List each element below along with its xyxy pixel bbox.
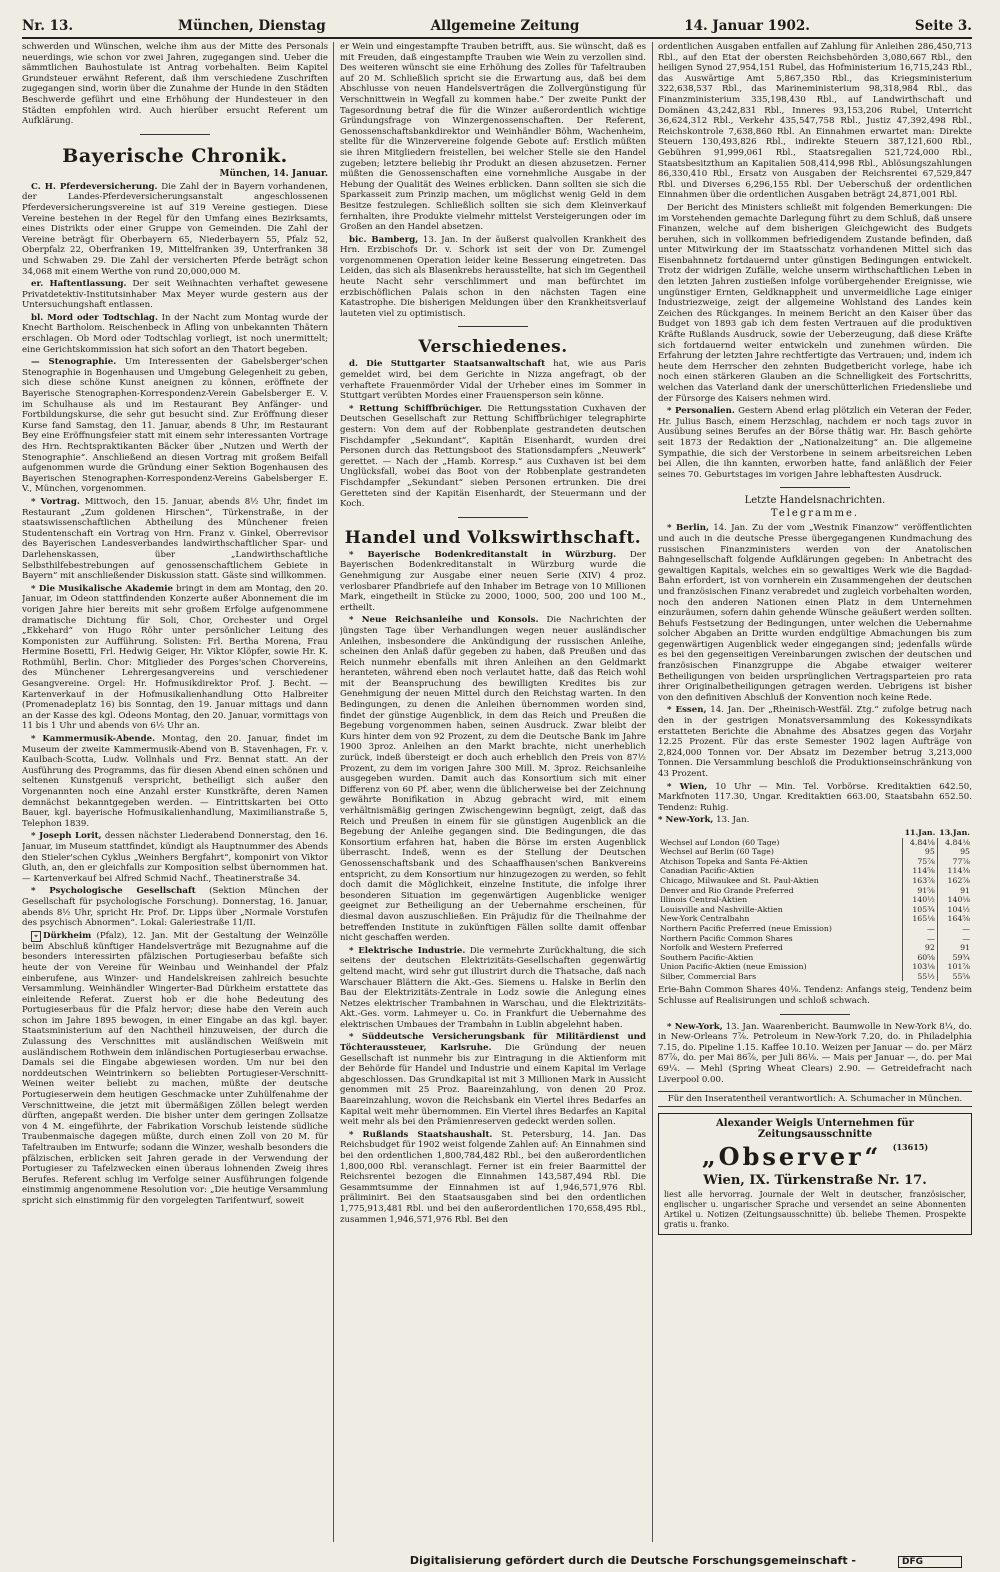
column-2: [340, 42, 646, 1542]
stock-name: Wechsel auf Berlin (60 Tage): [660, 847, 774, 857]
news-item: [22, 584, 328, 732]
news-item: [22, 886, 328, 928]
section-title: Handel und Volkswirthschaft.: [344, 527, 642, 548]
stock-value: 59¾: [937, 953, 972, 963]
emblem-icon: ⌖: [31, 931, 41, 942]
stock-row: [658, 914, 972, 924]
separator: [780, 487, 850, 488]
column-rule: [333, 42, 334, 1542]
column-3: [658, 42, 972, 1542]
stock-value: 163⅞: [903, 876, 938, 886]
stock-row: [658, 847, 972, 857]
news-item: [658, 815, 972, 826]
stock-value: 91: [937, 943, 972, 953]
stock-value: 114⅜: [937, 866, 972, 876]
stock-name: Norfolk and Western Preferred: [660, 943, 783, 953]
stock-value: 140½: [903, 895, 938, 905]
footer-text: Digitalisierung gefördert durch die Deutsche Forschungsgemeinschaft -: [409, 1554, 856, 1567]
news-item: [658, 523, 972, 703]
stock-row: [658, 934, 972, 944]
item-text: 10 Uhr — Min. Tel. Vorbörse. Kreditaktien 642.50, Markfnoten 117.30, Ungar. Kreditaktien 663.00, Staatsbahn 652.50. Tendenz: Ruhig.: [658, 781, 972, 813]
item-lead: * New-York,: [658, 815, 714, 826]
item-text: Der seit Weihnachten verhaftet gewesene Privatdetektiv-Institutsinhaber Max Meyer wurde gestern aus der Untersuchungshaft entlassen.: [22, 279, 328, 311]
stock-name: Atchison Topeka and Santa Fé-Aktien: [660, 856, 808, 866]
stock-value: 55½: [903, 972, 938, 982]
ad-heading: Alexander Weigls Unternehmen für Zeitungsausschnitte: [716, 1118, 914, 1141]
item-lead: * Bayerische Bodenkreditanstalt in Würzburg.: [349, 549, 617, 560]
item-lead: * Joseph Lorit,: [31, 831, 102, 842]
item-text: Erie-Bahn Common Shares 40⅛. Tendenz: Anfangs steig, Tendenz beim Schlusse auf Realisirungen und schloß schwach.: [658, 985, 972, 1007]
ad-body: liest alle hervorrag. Journale der Welt in deutscher, französischer, englischer u. ungarischer Sprache und versendet an seine Abonnenten Artikel u. Notizen (Zeitungsausschnitte) üb. beliebe Themen. Prospekte gratis u. franko.: [664, 1190, 966, 1230]
item-text: Gestern Abend erlag plötzlich ein Veteran der Feder, Hr. Julius Basch, einem Herzschlag, nachdem er noch tags zuvor in Ausübung seines Berufes an der Börse thätig war. Hr. Basch gehörte seit 1873 der Redaktion der „Nationalzeitung“ an. Die allgemeine Sympathie, die sich der Verstorbene in seinem arbeitsreichen Leben bei Allen, die ihn kannten, erworben hatte, fand anläßlich der Feier seines 70. Geburtstages im vorigen Jahre lebhaftesten Ausdruck.: [658, 406, 972, 480]
news-item: [658, 705, 972, 779]
stock-name: Canadian Pacific-Aktien: [660, 866, 755, 876]
stock-row: [658, 876, 972, 886]
stock-value: —: [937, 934, 972, 944]
stock-name: Denver and Rio Grande Preferred: [660, 885, 794, 895]
news-item: [340, 359, 646, 401]
stock-value: 4.84⅛: [903, 838, 938, 848]
news-item: [340, 404, 646, 510]
news-item: [340, 550, 646, 614]
item-text: Um Interessenten der Gabelsberger'schen Stenographie in Bogenhausen und Umgebung Gelegenheit zu geben, sich diese schöne Kunst aneignen zu können, eröffnete der Bayerische Stenographen-Korrespondenz-Verein Gabelsberger E. V. im Schulhause als und im Restaurant Bey Anfänger- und Fortbildungskurse, die sehr gut besucht sind. Zur Eröffnung dieser Kurse fand Samstag, den 11. Januar, abends 8 Uhr, im Restaurant Bey eine Eröffnungsfeier statt mit einem sehr interessanten Vortrage des Hrn. Rechtspraktikanten Bäcker über „Nutzen und Werth der Stenographie“. Anschließend an diesen Vortrag mit großem Beifall aufgenommen wurde die Gründung einer Sektion Bogenhausen des Bayerischen Stenographen-Korrespondenz-Vereins Gabelsberger E. V., München, vorgenommen.: [22, 357, 328, 495]
stock-value: 162⅞: [937, 876, 972, 886]
stock-row: [658, 953, 972, 963]
item-text: Mittwoch, den 15. Januar, abends 8½ Uhr, findet im Restaurant „Zum goldenen Hirschen“, Türkenstraße, in der staatswissenschaftlichen Abtheilung des Münchener freien Studentenschaft ein Vortrag von Hrn. Franz v. Ginkel, Oberrevisor des Bayerischen Landesverbandes landwirthschaftlicher Spar- und Darlehenskassen, über „Landwirthschaftliche Selbsthilfebestrebungen auf genossenschaftlichem Gebiete in Bayern“ mit anschließender Diskussion statt. Gäste sind willkommen.: [22, 496, 328, 582]
article-text: ordentlichen Ausgaben entfallen auf Zahlung für Anleihen 286,450,713 Rbl., auf den Etat der obersten Reichsbehörden 3,080,667 Rbl., den heiligen Synod 27,954,151 Rubel, das Hofministerium 16,715,243 Rbl., das Auswärtige Amt 5,867,350 Rbl., das Kriegsministerium 322,638,537 Rbl., das Marineministerium 98,318,984 Rbl., das Finanzministerium 335,198,430 Rbl., auf Landwirthschaft und Domänen 43,242,831 Rbl., Inneres 93,153,206 Rubel, Unterricht 36,624,312 Rbl., Verkehr 435,547,758 Rbl., Justiz 47,392,498 Rbl., Reichskontrole 7,638,860 Rbl. An Einnahmen erwartet man: Direkte Steuern 130,493,826 Rbl., indirekte Steuern 387,121,600 Rbl., Gebühren 91,999,061 Rbl., Staatsregalien 521,724,000 Rbl., Staatsbesitzthum an Kapitalien 508,414,998 Rbl., Ablösungszahlungen 86,330,410 Rbl., Ersatz von Ausgaben der Reichsrentei 67,529,847 Rbl. und Diverses 6,296,155 Rbl. Der Ueberschuß der ordentlichen Einnahmen über die ordentlichen Ausgaben beträgt 24,871,001 Rbl.: [658, 42, 972, 201]
stock-value: —: [903, 924, 938, 934]
stock-value: 114⅝: [903, 866, 938, 876]
stock-value: 105¾: [903, 905, 938, 915]
news-item: [22, 313, 328, 355]
item-lead: * Berlin,: [667, 523, 709, 534]
place-day: München, Dienstag: [178, 18, 326, 34]
issue-date: 14. Januar 1902.: [684, 18, 811, 34]
stock-name: Union Pacific-Aktien (neue Emission): [660, 962, 807, 972]
stock-value: 101⅞: [937, 962, 972, 972]
item-text: 13. Jan. Waarenbericht. Baumwolle in New-York 8¼, do. in New-Orleans 7⅞. Petroleum in New-York 7.20, do. in Philadelphia 7.15, do. Pipeline 1.15. Kaffee 10.10. Weizen per Januar — do. per März 87⅞, do. per Mai 86⅞, per Juli 86⅛. — Mais per Januar —, do. per Mai 69¼. — Mehl (Spring Wheat Clears) 2.90. — Getreidefracht nach Liverpool 0.00.: [658, 1021, 972, 1085]
stock-header-name: [658, 828, 903, 838]
item-lead: * Rußlands Staatshaushalt.: [349, 1129, 493, 1140]
stock-value: 75⅞: [903, 857, 938, 867]
stock-value: 165⅛: [903, 914, 938, 924]
news-item: [22, 734, 328, 829]
stock-value: 95: [937, 847, 972, 857]
stock-row: [658, 895, 972, 905]
item-text: dessen nächster Liederabend Donnerstag, den 16. Januar, im Museum stattfindet, kündigt als Hauptnummer des Abends den Stieler'schen Cyklus „Weinhers Bergfahrt“, komponirt von Viktor Gluth, an, den er gleichfalls zur Komposition selbst übernommen hat. — Kartenverkauf bei Alfred Schmid Nachf., Theatinerstraße 34.: [22, 831, 328, 884]
stock-name: Southern Pacific-Aktien: [660, 952, 754, 962]
stock-row: [658, 838, 972, 848]
stock-name: New-York Centralbahn: [660, 914, 750, 924]
item-lead: * Rettung Schiffbrüchiger.: [349, 403, 482, 414]
ad-brand: „Observer“: [701, 1142, 882, 1172]
separator: [780, 1014, 850, 1015]
stock-value: —: [903, 934, 938, 944]
item-lead: * Süddeutsche Versicherungsbank für Militärdienst und Töchteraussteuer, Karlsruhe.: [340, 1032, 646, 1054]
section-title: Bayerische Chronik.: [62, 144, 288, 167]
item-lead: * Neue Reichsanleihe und Konsols.: [349, 615, 539, 626]
dateline: München, 14. Januar.: [219, 168, 328, 179]
news-item: [658, 1022, 972, 1086]
item-text: In der Nacht zum Montag wurde der Knecht Bartholom. Reischenbeck in Afling von unbekannten Thätern erschlagen. Ob Mord oder Todtschlag vorliegt, ist noch unermittelt; eine Gerichtskommission hat sich sofort an den Thatort begeben.: [22, 312, 328, 355]
article-text: Der Bericht des Ministers schließt mit folgenden Bemerkungen: Die im Vorstehenden gemachte Darlegung führt zu dem Schluß, daß unsere Finanzen, welche auf dem bisherigen Gleichgewicht des Budgets beruhen, sich in vollkommen befriedigendem Zustande befinden, daß unter Mitwirkung der im Staatsschatz vorhandenen Mittel sich das Eisenbahnnetz fortdauernd unter günstigen Bedingungen entwickelt. Trotz der widrigen Zufälle, welche unserm wirthschaftlichen Leben in den letzten Jahren zustießen infolge vorübergehender Ereignisse, wie ungünstiger Ernten, Geldknappheit und unvermeidliche Lage einiger Industriezweige, zeigt der allgemeine Wohlstand des Landes kein Zeichen des Rückganges. In meinem Bericht an den Kaiser über das Budget von 1893 gab ich dem festen Vertrauen auf die produktiven Kräfte Rußlands Ausdruck, sowie der Ueberzeugung, daß diese Kräfte sich fortdauernd weiter entwickeln und zunehmen würden. Die Erfahrung der letzten Jahre rechtfertigte das Vertrauen; und, indem ich heute dem Herrscher den zehnten Budgetbericht vorlege, habe ich noch einen stärkeren Glauben an die Schnelligkeit des Fortschritts, welchen das Vaterland dank der unerschütterlichen Friedensliebe und der Fürsorge des Kaisers nehmen wird.: [658, 202, 972, 404]
item-text: Die Gründung der neuen Gesellschaft ist nunmehr bis zur Eintragung in die Aktienform mit der Behörde für Handel und Industrie und einem Kapital im Verlage abgeschlossen. Das Grundkapital ist mit 3 Millionen Mark in Aussicht genommen mit 25 Proz. Baareinzahlung, von denen 20 Proz. Baareinzahlung, wovon die Reichsbank ein Viertel ihres Bedarfes an Kapital weit mehr übernommen. Ein Viertel ihres Bedarfes an Kapital weit mehr als bei den Prämienreserven gedeckt werden sollen.: [340, 1043, 646, 1128]
stock-value: 164⅝: [937, 914, 972, 924]
column-rule: [652, 42, 653, 1542]
footer: [0, 1554, 1000, 1568]
ad-ref: (13615): [892, 1142, 929, 1153]
item-lead: bic. Bamberg,: [349, 234, 419, 245]
item-text: Der Bayerischen Bodenkreditanstalt in Würzburg wurde die Genehmigung zur Ausgabe einer neuen Serie (XIV) 4 proz. verlosbarer Pfandbriefe auf den Inhaber im Betrage von 10 Millionen Mark, eingetheilt in Stücke zu 2000, 1000, 500, 200 und 100 M., ertheilt.: [340, 549, 646, 613]
news-item: [340, 235, 646, 320]
item-lead: * New-York,: [667, 1021, 723, 1032]
stock-value: 104½: [937, 905, 972, 915]
stock-row: [658, 972, 972, 982]
stock-name: Louisville and Nashville-Aktien: [660, 904, 783, 914]
stock-header-date: 13.Jan.: [939, 827, 970, 837]
news-item: [658, 406, 972, 480]
separator: [140, 134, 210, 135]
stock-name: Illinois Central-Aktien: [660, 895, 748, 905]
stock-header-date: 11.Jan.: [904, 827, 936, 837]
stock-value: 4.84⅛: [937, 838, 972, 848]
news-item: [22, 279, 328, 311]
columns: [22, 42, 972, 1542]
masthead: [22, 14, 972, 39]
stock-name: Northern Pacific Common Shares: [660, 933, 793, 943]
stock-name: Wechsel auf London (60 Tage): [660, 837, 780, 847]
item-text: 13. Jan. In der äußerst qualvollen Krankheit des Hrn. Erzbischofs Dr. v. Schork ist seit der von Dr. Zumengel vorgenommenen Operation leider keine Besserung eingetreten. Das Leiden, das sich als Blasenkrebs herausstellte, hat sich im Gegentheil heute Nacht sehr verschlimmert und man befürchtet im erzbischöflichen Palais schon in den nächsten Tagen eine Katastrophe. Die bisherigen Meldungen über den Krankheitsverlauf lauteten viel zu optimistisch.: [340, 234, 646, 319]
column-1: [22, 42, 328, 1542]
item-lead: * Personalien.: [667, 406, 735, 417]
item-text: Montag, den 20. Januar, findet im Museum der zweite Kammermusik-Abend von B. Stavenhagen, Fr. v. Kaulbach-Scotta, Ludw. Vollnhals und Frz. Bennat statt. An der Ausführung des Programms, das für diesen Abend einen schönen und seltenen Kunstgenuß verspricht, betheiligt sich außer den Vorgenannten noch eine Anzahl erster Kunstkräfte, deren Namen demnächst bekanntgegeben werden. — Eintrittskarten bei Otto Bauer, kgl. bayerische Hofmusikalienhandlung, Maximilianstraße 5, Telephon 1839.: [22, 734, 328, 829]
stock-row: [658, 943, 972, 953]
item-lead: * Vortrag.: [31, 496, 80, 507]
issue-number: Nr. 13.: [22, 18, 74, 34]
stock-value: 92: [903, 943, 938, 953]
stock-value: —: [937, 924, 972, 934]
stock-value: 55⅝: [937, 972, 972, 982]
ad-name: [664, 1142, 966, 1171]
editor-note: Für den Inseratentheil verantwortlich: A. Schumacher in München.: [658, 1091, 972, 1107]
ad-address: Wien, IX. Türkenstraße Nr. 17.: [703, 1173, 927, 1189]
item-lead: * Essen,: [667, 705, 707, 716]
item-text: St. Petersburg, 14. Jan. Das Reichsbudget für 1902 weist folgende Zahlen auf: An Einnahmen sind bei den ordentlichen 1,800,784,482 Rbl., bei den außerordentlichen 1,800,000 Rbl. veranschlagt. Ferner ist ein freier Baarmittel der Reichsrentei bezogen die Einnahmen 143,587,494 Rbl. Die Gesammtsumme der Einnahmen ist auf 1,946,571,976 Rbl. präliminirt. Bei den Staatsausgaben sind bei den ordentlichen 1,775,913,481 Rbl. und bei den außerordentlichen 170,658,495 Rbl., zusammen 1,946,571,976 Rbl. Bei den: [340, 1129, 646, 1225]
stock-value: 77⅞: [937, 857, 972, 867]
item-text: Die Nachrichten der jüngsten Tage über Verhandlungen wegen neuer ausländischer Anleihen, insbesondere die Ankündigung der russischen Anleihe, scheinen den Anlaß dafür gegeben zu haben, daß Preußen und das Reich nunmehr ebenfalls mit ihren Anleihen an den Geldmarkt heranteten, während eben noch verlautet hatte, daß das Reich wohl mit der Beanspruchung des bewilligten Kredites bis zur Genehmigung der neuen Mittel durch den Reichstag warten. In den Bedingungen, zu denen die Anleihen übernommen worden sind, findet der günstige Augenblick, in dem das Reich und Preußen die Begebung vorgenommen haben, seinen Ausdruck. Zwar bleibt der Kurs hinter dem von 92 Prozent, zu dem die Deutsche Bank im Jahre 1900 3proz. Anleihen an den Markt brachte, nicht unerheblich zurück, indeß übersteigt er doch auch erheblich den Preis von 87½ Prozent, zu dem im vorigen Jahre 300 Mill. M. 3proz. Reichsanleihe ausgegeben wurden. Damit auch das Konsortium sich mit einer Differenz von 60 Pf. aber, wenn die üblicherweise bei der Zeichnung gewährte Bonifikation in Abzug gebracht wird, mit einem verhältnismäßig geringen Zwischengewinn begnügt, zeigt, daß das Reich und Preußen in einem für sie günstigen Augenblick an die Begebung der Anleihe gegangen sind. Die Bedingungen, die das Konsortium erfahren hat, haben die Börse im ersten Augenblick überrascht. Indeß, wenn es der Stellung der Deutschen Genossenschaftsbank und des Schaaffhausen'schen Bankvereins entspricht, zu dem Konsortium nur hinzugezogen zu werden, so fehlt doch damit die Möglichkeit, einzelne Institute, die infolge ihrer besonderen Situation im gegenwärtigen Augenblicke weniger geeignet zur Betheiligung an der Uebernahme erscheinen, für diesmal davon auszuschließen. Ein Präjudiz für die Theilnahme der betreffenden Institute in zukünftigen Fällen sollte damit offenbar nicht geschaffen werden.: [340, 615, 646, 944]
stock-value: 95: [903, 847, 938, 857]
news-item: [22, 182, 328, 277]
item-lead: * Die Musikalische Akademie: [31, 583, 173, 594]
stock-value: 91⅝: [903, 886, 938, 896]
news-item: [658, 782, 972, 814]
stock-name: Northern Pacific Preferred (neue Emission): [660, 923, 832, 933]
item-text: 14. Jan. Der „Rheinisch-Westfäl. Ztg.“ zufolge betrug nach den in der gestrigen Monatsversammlung des Kokessyndikats erstatteten Berichte die Abnahme des Absatzes gegen das Vorjahr 12.25 Prozent. Für das erste Semester 1902 lagen Aufträge von 2,824,000 Tonnen vor. Der Absatz im Dezember betrug 3,213,000 Tonnen. Die Versammlung beschloß die Produktionseinschränkung von 43 Prozent.: [658, 705, 972, 779]
item-lead: C. H. Pferdeversicherung.: [31, 181, 158, 192]
item-lead: bl. Mord oder Todtschlag.: [31, 312, 158, 323]
news-item: [22, 497, 328, 582]
item-lead: * Elektrische Industrie.: [349, 945, 466, 956]
stock-table: [658, 828, 972, 982]
dfg-logo: DFG: [898, 1556, 962, 1568]
stock-name: Chicago, Milwaukee and St. Paul-Aktien: [660, 875, 819, 885]
stock-value: 60⅝: [903, 953, 938, 963]
stock-row: [658, 857, 972, 867]
item-text: Die Zahl der in Bayern vorhandenen, der Landes-Pferdeversicherungsanstalt angeschlossenen Pferdeversicherungsvereine ist auf 319 Vereine gestiegen. Diese Vereine bestehen in der Regel für den Umfang eines Bezirksamts, eines Distrikts oder einer Gruppe von Gemeinden. Die Zahl der Vereine beträgt für Oberbayern 65, Niederbayern 55, Pfalz 52, Oberpfalz 22, Oberfranken 19, Mittelfranken 39, Unterfranken 38 und Schwaben 29. Die Zahl der versicherten Pferde beträgt schon 34,068 mit einem Werthe von rund 20,000,000 M.: [22, 181, 328, 277]
stock-row: [658, 962, 972, 972]
item-lead: * Kammermusik-Abende.: [31, 734, 156, 745]
chronicle-items: [22, 182, 328, 1207]
advertisement: [658, 1113, 972, 1235]
separator: [458, 326, 528, 327]
item-lead: d. Die Stuttgarter Staatsanwaltschaft: [349, 359, 546, 370]
telegram-items: [658, 523, 972, 813]
news-item: [340, 615, 646, 943]
news-item: [340, 1130, 646, 1225]
article-text: er Wein und eingestampfte Trauben betrifft, aus. Sie wünscht, daß es mit Freuden, daß eingestampfte Trauben wie Wein zu verzollen sind. Des weiteren wünscht sie eine Erhöhung des Zolles für Tafeltrauben auf 20 M. Schließlich spricht sie die Erwartung aus, daß bei dem Abschlusse von neuen Handelsverträgen die Zollvergünstigung für Verschnittwein in Wegfall zu kommen habe.“ Der zweite Punkt der Tagesordnung betraf die für die Winzer außerordentlich wichtige Gründungsfrage von Winzergenossenschaften. Der Referent, Genossenschaftsbankdirektor und Weinhändler Böhm, Wachenheim, stellte für die Winzervereine folgende Gebote auf: Erstlich müßten sie ihren Mitgliedern freistellen, bei welcher Stelle sie den Handel zugeben; letztere beliebig ihr Produkt an diesen abzusetzen. Ferner müßten die Genossenschaften eine vornehmliche Ausgabe in der Hebung der Qualität des Weines erblicken. Dann sollten sie sich die Sparkasseit zum Prinzip machen, um möglichst wenig Geld in dem Besitze festzulegen. Schließlich sollten sie sich dem Kleinverkauf fernhalten, ihre Produkte vielmehr mittelst Versteigerungen oder im Großen an den Handel absetzen.: [340, 42, 646, 233]
item-date: 13. Jan.: [716, 815, 750, 826]
newspaper-page: [22, 14, 972, 1544]
news-item: [340, 946, 646, 1031]
item-lead: Dürkheim: [43, 930, 92, 941]
footer-credit: [410, 1554, 1000, 1567]
page-number: Seite 3.: [914, 18, 972, 34]
separator: [458, 517, 528, 518]
stock-table-header: [658, 828, 972, 838]
news-item: [22, 357, 328, 495]
telegrams-title: Telegramme.: [770, 508, 860, 520]
news-item: [340, 1032, 646, 1127]
stock-name: Silber, Commercial Bars: [660, 971, 757, 981]
item-text: hat, wie aus Paris gemeldet wird, bei dem Gerichte in Nizza angefragt, ob der verhaftete Frauenmörder Vidal der Urheber eines im Sommer in Stuttgart verübten Mordes einer Frauensperson sein könne.: [340, 359, 646, 402]
item-lead: * Wien,: [667, 781, 708, 792]
trade-items: [340, 550, 646, 1225]
item-text: bringt in dem am Montag, den 20. Januar, im Odeon stattfindenden Konzerte außer Abonnement die im vorigen Jahre hier bereits mit sehr großem Erfolge aufgenommene dramatische Dichtung für Soli, Chor, Orchester und Orgel „Ekkehard“ von Hugo Röhr unter persönlicher Leitung des Komponisten zur Aufführung. Solisten: Frl. Bertha Morena, Frau Hermine Bosetti, Frl. Hedwig Geiger, Hr. Viktor Klöpfer, sowie Hr. K. Rothmühl, Berlin. Chor: Mitglieder des Porges'schen Chorvereins, des Münchener Lehrergesangvereins und verschiedener Gesangvereine. Orgel: Hr. Hofmusikdirektor Prof. J. Becht. — Kartenverkauf in der Hofmusikalienhandlung Otto Halbreiter (Promenadeplatz 16) bis Sonntag, den 19. Januar mittags und dann an der Kasse des kgl. Odeons Montag, den 20. Januar, vormittags von 11 bis 1 Uhr und abends von 6½ Uhr an.: [22, 583, 328, 732]
item-text: (Sektion München der Gesellschaft für psychologische Forschung). Donnerstag, 16. Januar, abends 8½ Uhr, spricht Hr. Prof. Dr. Lipps über „Normale Vorstufen des psychisch Abnormen“. Lokal: Galeriestraße 11/II.: [22, 886, 328, 929]
article-text: schwerden und Wünschen, welche ihm aus der Mitte des Personals neuerdings, wie schon vor zwei Jahren, zugegangen sind. Ueber die sämmtlichen Bauhostulate ist Antrag vorbehalten. Beim Kapitel Grundsteuer erwähnt Referent, daß ihm verschiedene Zuschriften zugegangen sind, worin über die Zunahme der Hunde in den Städten Beschwerde geführt und eine Erhöhung der Hundesteuer in den Städten empfohlen wird. Auch hierüber ersucht Referent um Aufklärung.: [22, 42, 328, 127]
news-item: [22, 831, 328, 884]
stock-row: [658, 924, 972, 934]
latest-news-title: Letzte Handelsnachrichten.: [744, 495, 886, 507]
misc-items: [340, 359, 646, 509]
item-text: Die Rettungsstation Cuxhaven der Deutschen Gesellschaft zur Rettung Schiffbrüchiger telegraphirte gestern: Von dem auf der Robbenplate gestrandeten deutschen Fischdampfer „Sekundant“, Kapitän Eisenhardt, wurden drei Personen durch das Rettungsboot des Stationsdampfers „Neuwerk“ gerettet. — Nach der „Hamb. Korresp.“ aus Cuxhaven ist bei dem Unglücksfall, wobei das Boot von der Robbenplate gestrandeten Fischdampfer „Sekundant“ sieben Personen ertrunken. Die drei Geretteten sind der Kapitän Eisenhardt, der Steuermann und der Koch.: [340, 403, 646, 510]
stock-row: [658, 866, 972, 876]
stock-value: 103⅛: [903, 962, 938, 972]
stock-value: 140⅛: [937, 895, 972, 905]
paper-title: Allgemeine Zeitung: [430, 18, 580, 34]
item-text: (Pfalz), 12. Jan. Mit der Gestaltung der Weinzölle beim Abschluß künftiger Handelsverträge mit Bezugnahme auf die besonders interessirten pfälzischen Portugieserbau befaßte sich heute der von Vereine für Weinbau und Weinhandel der Pfalz einberufene, aus Winzer- und Handelskreisen zahlreich besuchte Versammlung. Weinhändler Wingerter-Bad Dürkheim erstattete das einleitende Referat. Zuerst hob er die hohe Bedeutung des Portugieserbaus für die Pfalz hervor; diese habe den Verein auch schon im Jahre 1895 bewogen, in einer Eingabe an das kgl. bayer. Staatsministerium auf den Nachtheil hinzuweisen, der durch die Zulassung des Verschnittes mit ausländischen Weißwein mit ausländischem Rothwein dem inländischen Portugieserbau erwachse. Damals sei die Eingabe abgewiesen worden. Um nur bei den norddeutschen Weintrinkern so beliebten Portugieser-Verschnitt-Weinen weiter beliebt zu machen, müßte der deutsche Portugieserwein dem heutigen Geschmacke unter Zuhülfenahme der Verschnittweine, die jetzt mit übermäßigen Zöllen belegt werden dürften, angepaßt werden. Die bisher unter dem geringen Zollsatze von 4 M. eingeführte, der Fabrikation Vorschub leistende südliche Traubenmaische dagegen müßte, durch einen Zoll von 20 M. für Tafeltrauben im Entwurfe; sodann die Winzer, weshalb besonders die pfälzischen, erblicken seit Jahren gerade in der Verwendung der Portugieser zu Tafelzwecken einen überaus lohnenden Zweig ihres Berufes. Referent schlug im Verfolge seiner Ausführungen folgende einstimmig angenommene Resolution vor: „Die heutige Versammlung spricht sich einstimmig für den vorgelegten Tarifentwurf, soweit: [22, 930, 328, 1206]
stock-value: 91: [937, 886, 972, 896]
item-text: 14. Jan. Zu der vom „Westnik Finanzow“ veröffentlichten und auch in die deutsche Presse übergegangenen Kundmachung des russischen Finanzministers werden von der Anatolischen Bahngesellschaft folgende Aufklärungen gegeben: In Anbetracht des gewaltigen Kapitals, welches ein so gewaltiges Werk wie die Bagdad-Bahn erfordert, ist von vornherein ein Zusammengehen der deutschen und französischen Finanz verabredet und zugleich vorbehalten worden, noch den anderen Nationen einen Platz in dem Unternehmen einzuräumen, sofern dahin gehende Wünsche geäußert werden sollten. Behufs Festsetzung der Bedingungen, unter welchen die Uebernahme solcher Abgaben an Dritte wurden endgültige Abmachungen bis zum gegenwärtigen Augenblick weder eingegangen sind; jedenfalls würde es bei den gegenseitigen Vereinbarungen zwischen der deutschen und französischen Finanzgruppe die Abgabe etwaiger weiterer Betheiligungen von beiden ursprünglichen Vertragsparteien pro rata ihrer Originalbetheiligungen getragen werden. Uebrigens ist bisher von den definitiven Abschluß der Konvention noch keine Rede.: [658, 523, 972, 703]
item-lead: * Psychologische Gesellschaft: [31, 886, 196, 897]
news-item: [22, 931, 328, 1207]
item-lead: er. Haftentlassung.: [31, 279, 127, 290]
section-title: Verschiedenes.: [418, 337, 568, 358]
item-lead: — Stenographie.: [31, 357, 117, 368]
stock-row: [658, 886, 972, 896]
item-text: Die vermehrte Zurückhaltung, die sich seitens der deutschen Elektrizitäts-Gesellschaften gegenwärtig geltend macht, wird sehr gut illustrirt durch die Thatsache, daß nach Warschauer Blättern die Akt.-Ges. Siemens u. Halske in Berlin den Bau der Elektrizitäts-Zentrale in Lodz sowie die Anlegung eines Netzes elektrischer Trambahnen in Warschau, und die Elektrizitäts-Akt.-Ges. vorm. Lahmeyer u. Co. in Frankfurt die Uebernahme des elektrischen Umbaues der Trambahn in Lublin abgelehnt haben.: [340, 945, 646, 1030]
stock-row: [658, 905, 972, 915]
